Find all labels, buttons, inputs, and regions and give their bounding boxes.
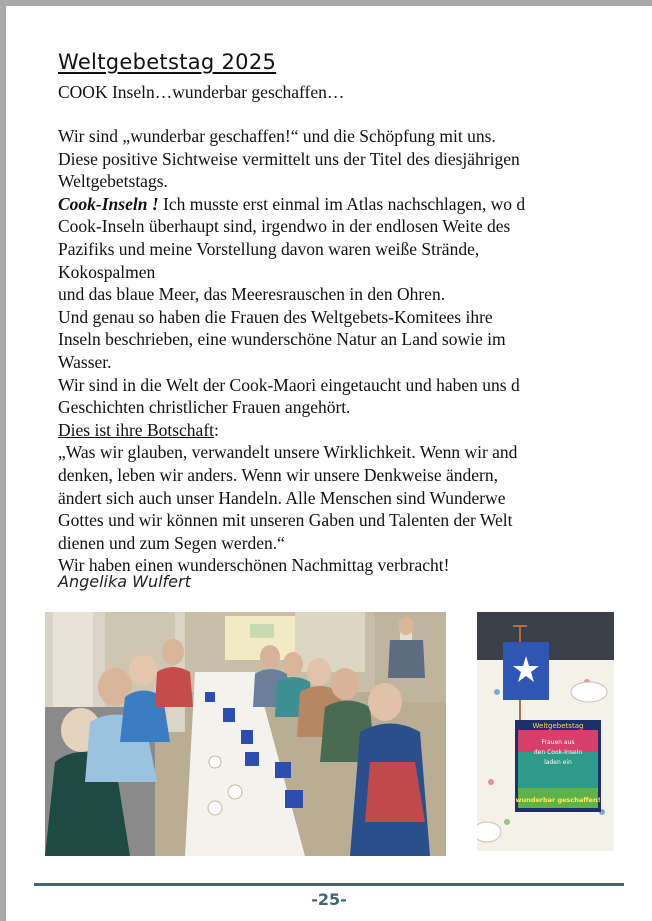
poster-heading: Weltgebetstag [532,722,584,730]
body-line: Diese positive Sichtweise vermittelt uns der Titel des diesjährigen [58,148,520,169]
group-photo [45,612,446,856]
group-photo-image [45,612,446,856]
footer-rule [34,883,624,886]
body-line: Wir haben einen wunderschönen Nachmittag verbracht! [58,555,450,576]
message-heading-label: Dies ist ihre Botschaft [58,419,215,440]
article-body [58,125,652,577]
body-line: Und genau so haben die Frauen des Weltgebets-Komitees ihre [58,306,493,327]
body-line: Cook-Inseln überhaupt sind, irgendwo in der endlosen Weite des [58,216,511,237]
body-line: „Was wir glauben, verwandelt unsere Wirklichkeit. Wenn wir and [58,442,518,463]
poster-footer: wunderbar geschaffen! [515,796,601,804]
body-line: ändert sich auch unser Handeln. Alle Menschen sind Wunderwe [58,487,506,508]
author-signature: Angelika Wulfert [58,572,191,591]
body-line: denken, leben wir anders. Wenn wir unsere Denkweise ändern, [58,464,498,485]
cook-inseln-emphasis: Cook-Inseln ! [58,193,159,214]
body-line: Gottes und wir können mit unseren Gaben und Talenten der Welt [58,510,513,531]
poster-line: laden ein [544,759,572,766]
body-line: Pazifiks und meine Vorstellung davon waren weiße Strände, [58,238,480,259]
body-line: dienen und zum Segen werden.“ [58,532,285,553]
message-heading: Dies ist ihre Botschaft: [58,419,219,440]
page-title: Weltgebetstag 2025 [58,50,277,74]
body-line-cook [58,193,652,216]
body-line: Wasser. [58,351,112,372]
document-page [6,6,652,921]
body-line: Wir sind in die Welt der Cook-Maori eingetaucht und haben uns d [58,374,520,395]
body-line: Kokospalmen [58,261,156,282]
poster-line: Frauen aus [541,739,575,746]
body-line: Geschichten christlicher Frauen angehört. [58,397,351,418]
table-decoration-image [477,612,614,851]
page-number: -25- [311,890,347,909]
table-decoration-photo [477,612,614,851]
poster-line: den Cook-Inseln [533,749,583,756]
body-line: Inseln beschrieben, eine wunderschöne Natur an Land sowie im [58,329,506,350]
body-line: Wir sind „wunderbar geschaffen!“ und die Schöpfung mit uns. [58,126,496,146]
cook-line-text: Ich musste erst einmal im Atlas nachschlagen, wo d [158,193,526,214]
page-subtitle: COOK Inseln…wunderbar geschaffen… [58,82,345,102]
body-line: Weltgebetstags. [58,171,168,192]
body-line: und das blaue Meer, das Meeresrauschen in den Ohren. [58,284,446,305]
